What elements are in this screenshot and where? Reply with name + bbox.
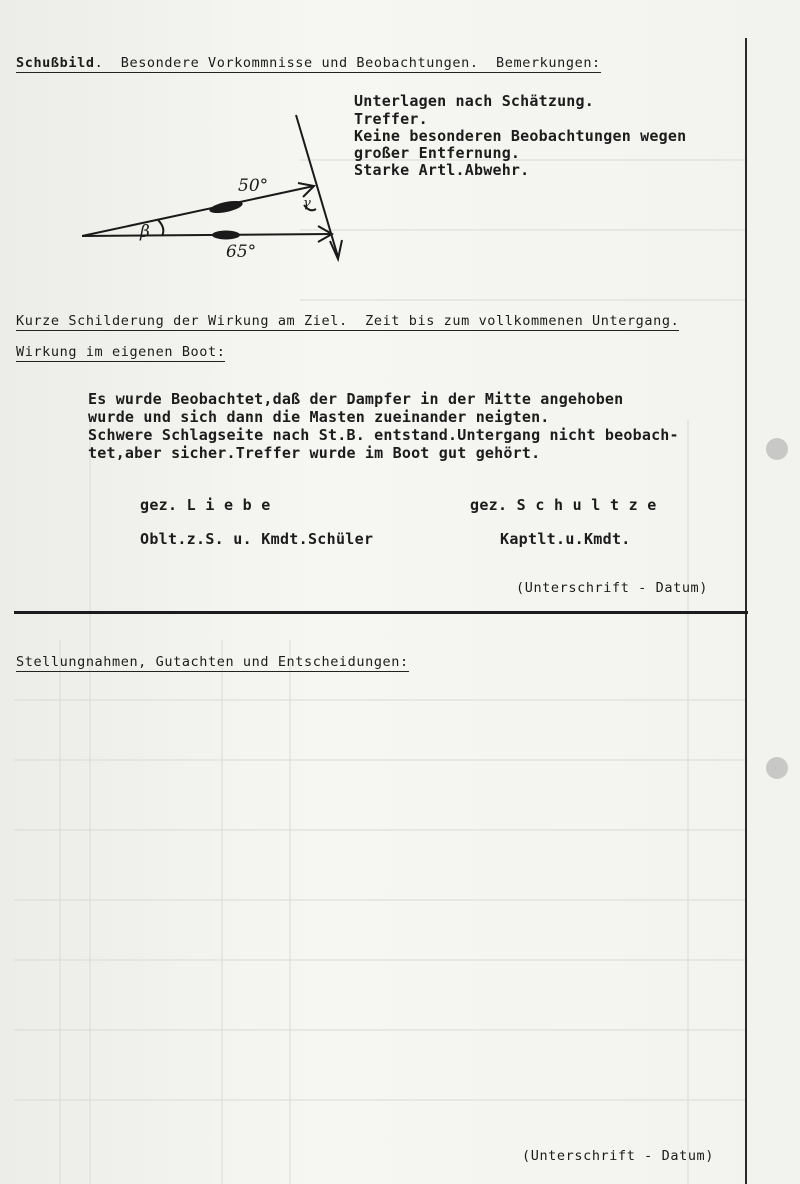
angle-label-gamma: γ xyxy=(303,196,311,211)
signature-date-label-bottom: (Unterschrift - Datum) xyxy=(522,1148,715,1164)
title-wirkung-eigenes-boot: Wirkung im eigenen Boot: xyxy=(16,344,226,360)
own-boat-header xyxy=(16,344,225,360)
note-line: Unterlagen nach Schätzung. xyxy=(354,92,594,110)
body-line: Es wurde Beobachtet,daß der Dampfer in der Mitte angehoben xyxy=(88,390,624,408)
angle-arc-beta xyxy=(158,220,163,236)
shot-sketch xyxy=(70,105,360,275)
note-line: großer Entfernung. xyxy=(354,144,521,162)
title-vorkommnisse: Besondere Vorkommnisse und Beobachtungen xyxy=(120,55,470,71)
title-bemerkungen: Bemerkungen: xyxy=(496,55,601,71)
section2-header: Kurze Schilderung der Wirkung am Ziel. Zeit bis zum vollkommenen Untergang. xyxy=(16,313,680,329)
signature-right-rank: Kaptlt.u.Kmdt. xyxy=(500,530,631,548)
arrowhead-upper xyxy=(298,183,314,197)
section-divider xyxy=(14,611,748,614)
torpedo-track-upper xyxy=(82,186,314,236)
note-line: Treffer. xyxy=(354,110,428,128)
target-course-line xyxy=(296,115,338,257)
body-line: wurde und sich dann die Masten zueinander neigten. xyxy=(88,408,550,426)
angle-label-upper: 50° xyxy=(238,176,269,196)
torpedo-mark-upper xyxy=(208,199,243,216)
angle-label-lower: 65° xyxy=(226,242,257,262)
title-stellungnahmen: Stellungnahmen, Gutachten und Entscheidungen: xyxy=(16,654,409,670)
title-wirkung-am-ziel: Kurze Schilderung der Wirkung am Ziel xyxy=(16,313,339,329)
torpedo-track-lower xyxy=(82,234,332,236)
section3-header xyxy=(16,654,409,670)
signature-left-rank: Oblt.z.S. u. Kmdt.Schüler xyxy=(140,530,374,548)
title-schussbild: Schußbild xyxy=(16,55,95,71)
body-line: Schwere Schlagseite nach St.B. entstand.Untergang nicht beobach- xyxy=(88,426,679,444)
section1-header: Schußbild. Besondere Vorkommnisse und Beobachtungen. Bemerkungen: xyxy=(16,55,601,71)
note-line: Starke Artl.Abwehr. xyxy=(354,161,530,179)
punch-hole-lower xyxy=(766,757,788,779)
signature-left-name: gez. L i e b e xyxy=(140,496,271,514)
note-line: Keine besonderen Beobachtungen wegen xyxy=(354,127,687,145)
title-zeit-untergang: Zeit bis zum vollkommenen Untergang xyxy=(365,313,671,329)
body-line: tet,aber sicher.Treffer wurde im Boot gut gehört. xyxy=(88,444,541,462)
torpedo-mark-lower xyxy=(212,231,240,240)
angle-label-beta: β xyxy=(140,222,150,242)
punch-hole-upper xyxy=(766,438,788,460)
signature-right-name: gez. S c h u l t z e xyxy=(470,496,657,514)
signature-date-label: (Unterschrift - Datum) xyxy=(516,580,709,596)
